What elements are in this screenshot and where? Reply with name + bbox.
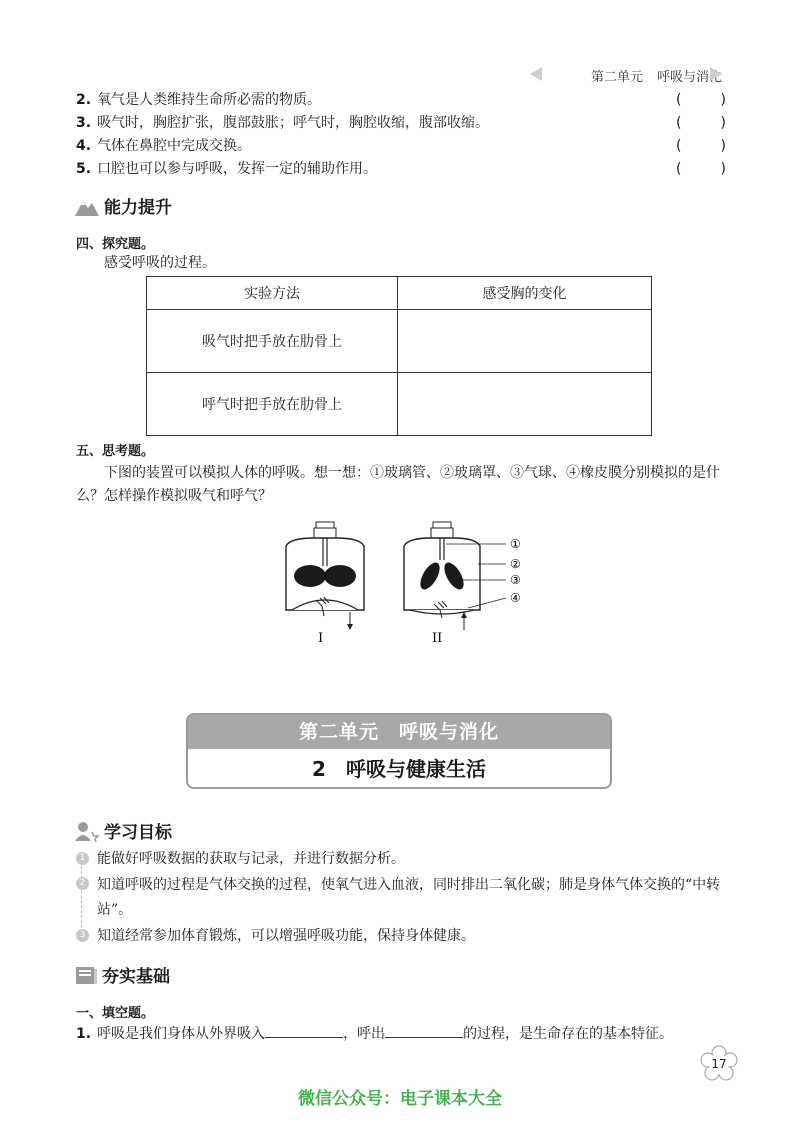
paren-close: ) [720, 92, 726, 108]
header-right-triangle [710, 67, 722, 81]
answer-parens[interactable] [676, 135, 726, 157]
thinking-text: 下图的装置可以模拟人体的呼吸。想一想：①玻璃管、②玻璃罩、③气球、④橡皮膜分别模拟的是什么？怎样操作模拟吸气和呼气？ [76, 465, 720, 504]
goal-text: 知道呼吸的过程是气体交换的过程，使氧气进入血液，同时排出二氧化碳；肺是身体气体交换的“中转站”。 [97, 877, 721, 918]
header-topic: 呼吸与消化 [656, 70, 722, 85]
true-false-item [76, 158, 726, 180]
paren-open: ( [676, 138, 682, 154]
question-part-3: 的过程，是生命存在的基本特征。 [463, 1026, 674, 1042]
goal-badge: 3 [76, 929, 89, 942]
jar-one-diagram [286, 522, 364, 646]
paren-open: ( [676, 115, 682, 131]
basics-section-header [74, 962, 170, 987]
inquiry-intro: 感受呼吸的过程。 [104, 255, 216, 271]
callout-four: ④ [510, 591, 521, 605]
goal-text: 能做好呼吸数据的获取与记录，并进行数据分析。 [97, 851, 405, 867]
question-number: 1. [76, 1026, 92, 1042]
goal-item [76, 848, 736, 870]
table-cell-answer[interactable] [398, 373, 652, 436]
thinking-heading: 五、思考题。 [76, 444, 155, 459]
item-text: 吸气时，胸腔扩张，腹部鼓胀；呼气时，胸腔收缩，腹部收缩。 [97, 115, 490, 131]
experiment-table [146, 276, 652, 436]
answer-blank-2[interactable] [385, 1022, 463, 1038]
watermark-text: 微信公众号：电子课本大全 [298, 1089, 502, 1109]
lesson-banner [186, 713, 612, 789]
answer-parens[interactable] [676, 89, 726, 111]
table-cell-method: 呼气时把手放在肋骨上 [147, 373, 398, 436]
running-header [591, 66, 722, 85]
goal-badge: 1 [76, 852, 89, 865]
answer-parens[interactable] [676, 112, 726, 134]
table-row [147, 373, 652, 436]
banner-unit-title: 第二单元 呼吸与消化 [188, 715, 610, 749]
callout-one: ① [510, 537, 521, 551]
figure-label-two: II [432, 631, 443, 646]
table-header-row [147, 277, 652, 310]
book-icon [74, 964, 98, 986]
question-part-2: ，呼出 [343, 1026, 386, 1042]
callout-three: ③ [510, 573, 521, 587]
item-number: 3. [76, 115, 92, 131]
goal-badge: 2 [76, 877, 89, 890]
table-header-method: 实验方法 [147, 277, 398, 310]
callout-two: ② [510, 557, 521, 571]
paren-open: ( [676, 92, 682, 108]
jar-two-diagram [404, 522, 480, 646]
paren-open: ( [676, 161, 682, 177]
banner-lesson-title: 2 呼吸与健康生活 [312, 757, 486, 781]
true-false-item [76, 135, 726, 157]
item-number: 2. [76, 92, 92, 108]
figure-label-one: I [318, 631, 324, 646]
ability-section-title: 能力提升 [104, 198, 172, 218]
table-row [147, 310, 652, 373]
mountain-icon [74, 195, 100, 217]
inquiry-heading: 四、探究题。 [76, 237, 155, 252]
table-cell-answer[interactable] [398, 310, 652, 373]
question-part-1: 呼吸是我们身体从外界吸入 [97, 1026, 266, 1042]
paren-close: ) [720, 115, 726, 131]
paren-close: ) [720, 161, 726, 177]
answer-blank-1[interactable] [265, 1022, 343, 1038]
header-unit: 第二单元 [590, 70, 643, 85]
fill-blank-question [76, 1022, 736, 1046]
item-number: 5. [76, 161, 92, 177]
header-left-triangle [530, 67, 542, 81]
item-number: 4. [76, 138, 92, 154]
page-number: 17 [711, 1057, 727, 1071]
item-text: 氧气是人类维持生命所必需的物质。 [97, 92, 322, 108]
true-false-item [76, 89, 726, 111]
true-false-item [76, 112, 726, 134]
item-text: 气体在鼻腔中完成交换。 [97, 138, 252, 154]
goal-item [76, 873, 736, 923]
person-icon [74, 820, 100, 842]
ability-section-header [74, 193, 172, 218]
goals-section-title: 学习目标 [104, 823, 172, 843]
goal-item [76, 925, 736, 947]
page-number-badge [700, 1045, 738, 1083]
basics-section-title: 夯实基础 [102, 967, 170, 987]
item-text: 口腔也可以参与呼吸，发挥一定的辅助作用。 [97, 161, 378, 177]
answer-parens[interactable] [676, 158, 726, 180]
goal-text: 知道经常参加体育锻炼，可以增强呼吸功能，保持身体健康。 [97, 928, 475, 944]
table-cell-method: 吸气时把手放在肋骨上 [147, 310, 398, 373]
paren-close: ) [720, 138, 726, 154]
table-header-change: 感受胸的变化 [398, 277, 652, 310]
lung-model-figure [268, 518, 538, 646]
fill-blank-heading: 一、填空题。 [76, 1006, 155, 1021]
goals-section-header [74, 818, 172, 843]
